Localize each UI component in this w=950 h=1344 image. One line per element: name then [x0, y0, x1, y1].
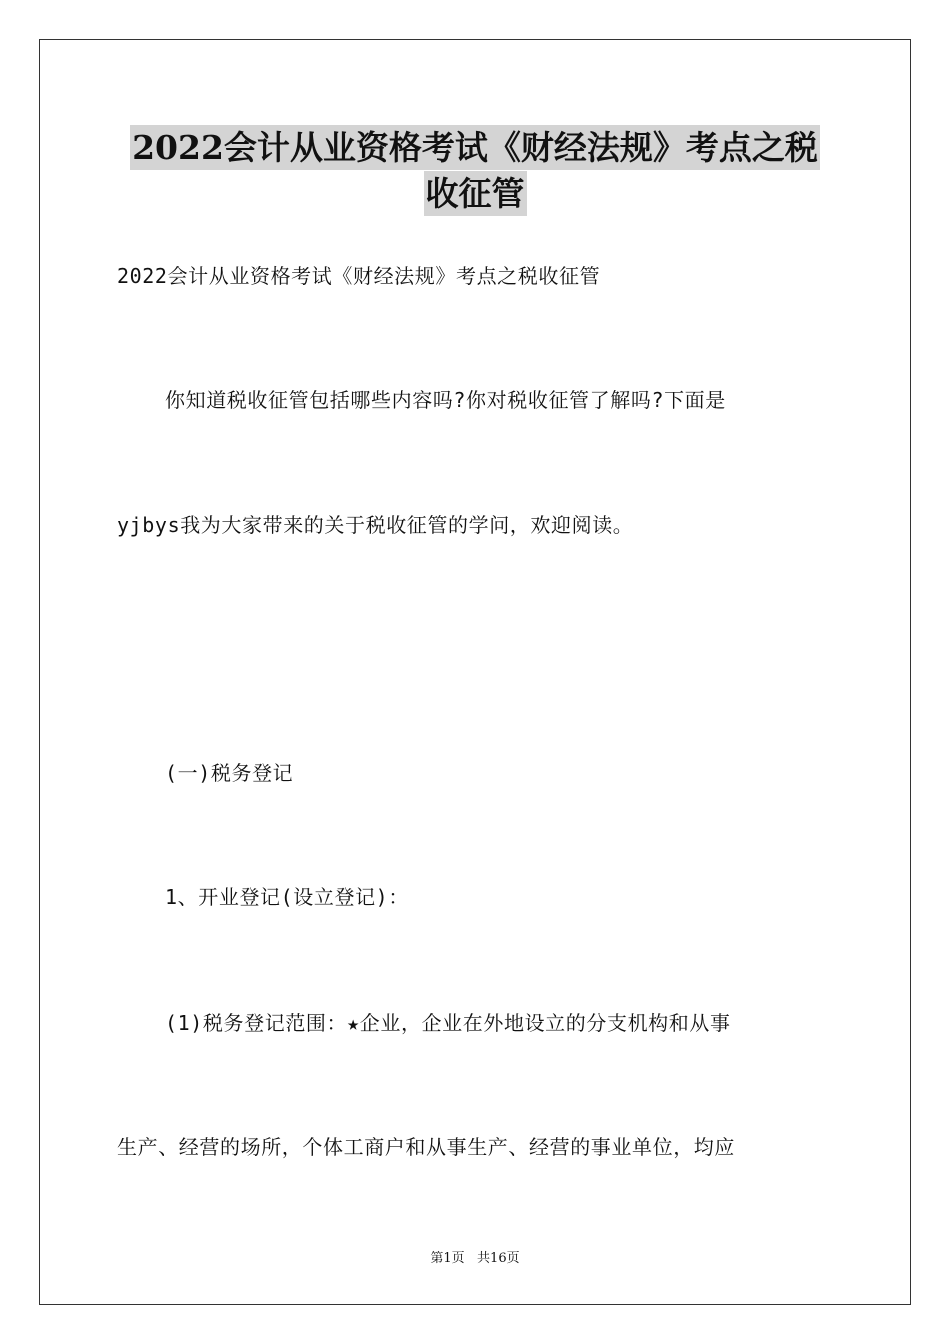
paragraph-line-2: 生产、经营的场所，个体工商户和从事生产、经营的事业单位，均应 — [117, 1135, 735, 1159]
section-heading: (一)税务登记 — [165, 761, 294, 785]
item-heading: 1、开业登记(设立登记)： — [165, 885, 409, 909]
title-line-1: 2022会计从业资格考试《财经法规》考点之税 — [130, 125, 820, 170]
intro-line-1: 你知道税收征管包括哪些内容吗?你对税收征管了解吗?下面是 — [165, 388, 726, 412]
paragraph-line-1: (1)税务登记范围：★企业，企业在外地设立的分支机构和从事 — [165, 1011, 731, 1035]
subtitle-text: 2022会计从业资格考试《财经法规》考点之税收征管 — [117, 264, 601, 288]
page-footer: 第1页 共16页 — [430, 1251, 520, 1266]
document-title — [0, 125, 950, 216]
title-line-2: 收征管 — [424, 171, 527, 216]
page-border — [39, 39, 911, 1305]
intro-line-2: yjbys我为大家带来的关于税收征管的学问，欢迎阅读。 — [117, 513, 634, 537]
